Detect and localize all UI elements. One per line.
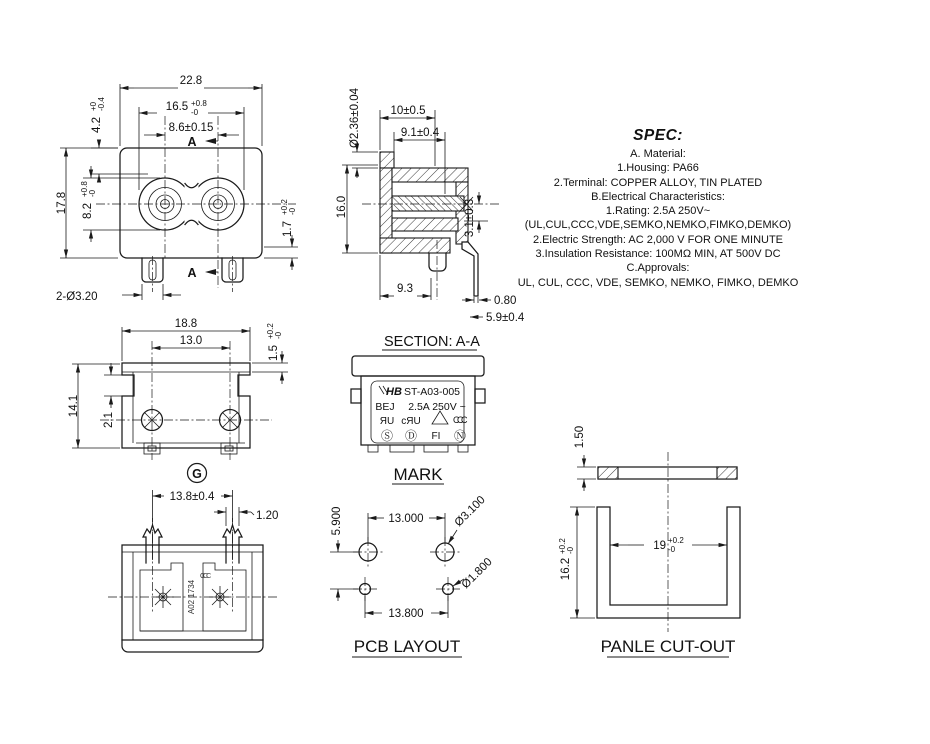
section-letter: A (187, 266, 197, 280)
spec-line: 2.Electric Strength: AC 2,000 V FOR ONE MINUTE (532, 233, 784, 246)
dim-bottom-peg-width (214, 507, 278, 526)
spec-line: (UL,CUL,CCC,VDE,SEMKO,NEMKO,FIMKO,DEMKO) (524, 219, 792, 232)
dim-panel-cutout-width (610, 536, 727, 554)
dim-top-flange-lip (252, 323, 288, 384)
dim-text: 1.20 (256, 510, 279, 522)
dim-tol-sup: +0.2 (266, 323, 275, 339)
dim-tol-sup: +0.8 (191, 99, 207, 108)
dim-text: 9.1±0.4 (400, 127, 440, 139)
dim-tol-sub: -0 (668, 545, 676, 554)
dim-text: 14.1 (68, 394, 80, 418)
spec-block (505, 127, 811, 290)
ur-mark-icon: ЯU (379, 416, 395, 427)
demko-mark-icon: Ⓓ (404, 429, 418, 443)
front-view (56, 75, 298, 303)
dim-section-terminal-length (470, 312, 525, 324)
dim-text: 0.80 (494, 295, 517, 307)
section-contact-tongue (392, 196, 464, 211)
dim-pcb-top-pitch (368, 513, 445, 543)
view-marker-g (188, 464, 207, 483)
dim-text: 13.000 (388, 513, 424, 525)
part-number: ST-A03-005 (403, 386, 461, 398)
pcb-layout-view (330, 494, 495, 657)
dim-tol-sub: -0 (88, 189, 97, 197)
dim-front-peg-holes (56, 284, 181, 303)
cur-mark-icon: cЯU (401, 416, 421, 427)
dim-pcb-row-offset (330, 507, 358, 601)
dim-text: 3.1±0.3 (464, 198, 476, 238)
dim-section-height (336, 165, 378, 253)
dim-text: 4.2 (91, 117, 103, 133)
dim-text: 16.0 (336, 195, 348, 219)
dim-front-pin-pitch (144, 122, 239, 135)
dim-tol-sup: +0.2 (558, 538, 567, 554)
dim-tol-sup: +0.2 (280, 199, 289, 215)
dim-tol-sup: +0.2 (668, 536, 684, 545)
panel-strip (598, 467, 737, 479)
dim-tol-sub: -0 (288, 207, 297, 215)
dim-tol-sub: -0 (191, 108, 199, 117)
spec-line: UL, CUL, CCC, VDE, SEMKO, NEMKO, FIMKO, DEMKO (517, 276, 799, 289)
mark-top-flange (352, 356, 484, 376)
dim-pcb-pin-hole-dia (453, 556, 495, 591)
dim-text: 16.5 (165, 101, 189, 113)
dim-text: 17.8 (56, 191, 68, 215)
dim-tol-sub: -0 (566, 546, 575, 554)
spec-line: 1.Rating: 2.5A 250V~ (605, 205, 711, 218)
dim-text: 1.50 (574, 425, 586, 449)
section-pin-boss (380, 152, 394, 168)
mold-cavity-text: A02 1734 (187, 579, 196, 615)
dim-text: 8.2 (82, 203, 94, 219)
brand-logo: HB (386, 386, 402, 398)
dim-text: 5.9±0.4 (486, 312, 525, 324)
bottom-view (108, 490, 278, 652)
panel-label (601, 637, 736, 657)
dim-text: Ø3.100 (452, 493, 488, 530)
dim-pcb-bottom-pitch (365, 596, 448, 620)
dim-text: 1.5 (268, 345, 280, 361)
fimko-mark-icon: FI (431, 431, 441, 442)
section-letter: A (187, 135, 197, 149)
dim-text: 10±0.5 (390, 105, 426, 117)
dim-front-bottom-lip (264, 199, 298, 270)
cutout-profile (597, 507, 740, 618)
section-label (382, 334, 480, 350)
mark-view (351, 356, 485, 484)
dim-text: 13.800 (388, 608, 424, 620)
top-view (68, 318, 288, 460)
panel-cutout-view (558, 426, 740, 657)
dim-tol-sub: -0.4 (97, 97, 106, 111)
section-bottom-peg (429, 253, 446, 271)
dim-text: 19 (653, 540, 666, 552)
mold-logo-icon: CCC (200, 573, 210, 580)
semko-mark-icon: Ⓢ (380, 429, 394, 443)
spec-line: C.Approvals: (626, 262, 690, 275)
pcb-label (352, 637, 462, 657)
spec-line: B.Electrical Characteristics: (591, 190, 725, 203)
view-label-panel: PANLE CUT-OUT (600, 637, 736, 656)
dim-section-base-depth (380, 255, 431, 300)
spec-line: 3.Insulation Resistance: 100MΩ MIN, AT 500V DC (535, 248, 781, 261)
dim-text: 5.900 (331, 506, 343, 536)
view-marker-letter: G (192, 467, 202, 481)
dim-section-terminal-thickness (462, 295, 516, 307)
dim-text: 2-Ø3.20 (56, 291, 98, 303)
spec-line: 2.Terminal: COPPER ALLOY, TIN PLATED (553, 176, 763, 189)
spec-line: A. Material: (630, 148, 686, 160)
dim-text: 13.0 (179, 335, 203, 347)
brand-code: BEJ (375, 401, 395, 413)
spec-line: 1.Housing: PA66 (617, 162, 699, 175)
dim-panel-cutout-height (558, 507, 595, 618)
dim-pcb-mount-hole-dia (448, 494, 488, 544)
dim-text: 1.7 (282, 221, 294, 237)
top-body-outline (122, 363, 250, 448)
dim-text: 9.3 (397, 283, 413, 295)
rating-voltage: 250V ~ (432, 401, 466, 413)
mark-label (392, 465, 444, 484)
section-view (336, 87, 525, 350)
dim-top-body-height (68, 364, 120, 448)
dim-front-overall-height (56, 148, 118, 258)
dim-text: 13.8±0.4 (169, 491, 215, 503)
dim-text: 8.6±0.15 (168, 122, 214, 134)
section-marker-top (187, 135, 218, 149)
dim-text: Ø1.800 (459, 555, 495, 592)
rating-current: 2.5A (408, 401, 430, 413)
dim-section-depth-inner (394, 127, 445, 194)
dim-bottom-peg-pitch (153, 490, 233, 522)
section-terminal-pin (462, 242, 478, 296)
dim-top-terminal-pitch (152, 335, 230, 348)
dim-text: 16.2 (560, 557, 572, 581)
nemko-mark-icon: Ⓝ (453, 429, 467, 443)
section-marker-bottom (187, 266, 218, 280)
dim-text: Ø2.36±0.04 (349, 87, 361, 149)
view-label-section: SECTION: A-A (384, 334, 480, 350)
dim-section-pin-dia (349, 87, 378, 178)
view-label-pcb: PCB LAYOUT (353, 637, 461, 656)
dim-text: 2.1 (103, 412, 115, 428)
spec-title: SPEC: (633, 127, 683, 144)
dim-text: 18.8 (174, 318, 198, 330)
dim-panel-thickness (574, 426, 596, 491)
view-label-mark: MARK (393, 465, 443, 484)
dim-tol-sub: -0 (274, 331, 283, 339)
dim-tol-sup: +0 (89, 101, 98, 111)
dim-tol-sup: +0.8 (80, 181, 89, 197)
ccc-mark-icon: CCC (453, 415, 465, 425)
dim-text: 22.8 (179, 75, 203, 87)
